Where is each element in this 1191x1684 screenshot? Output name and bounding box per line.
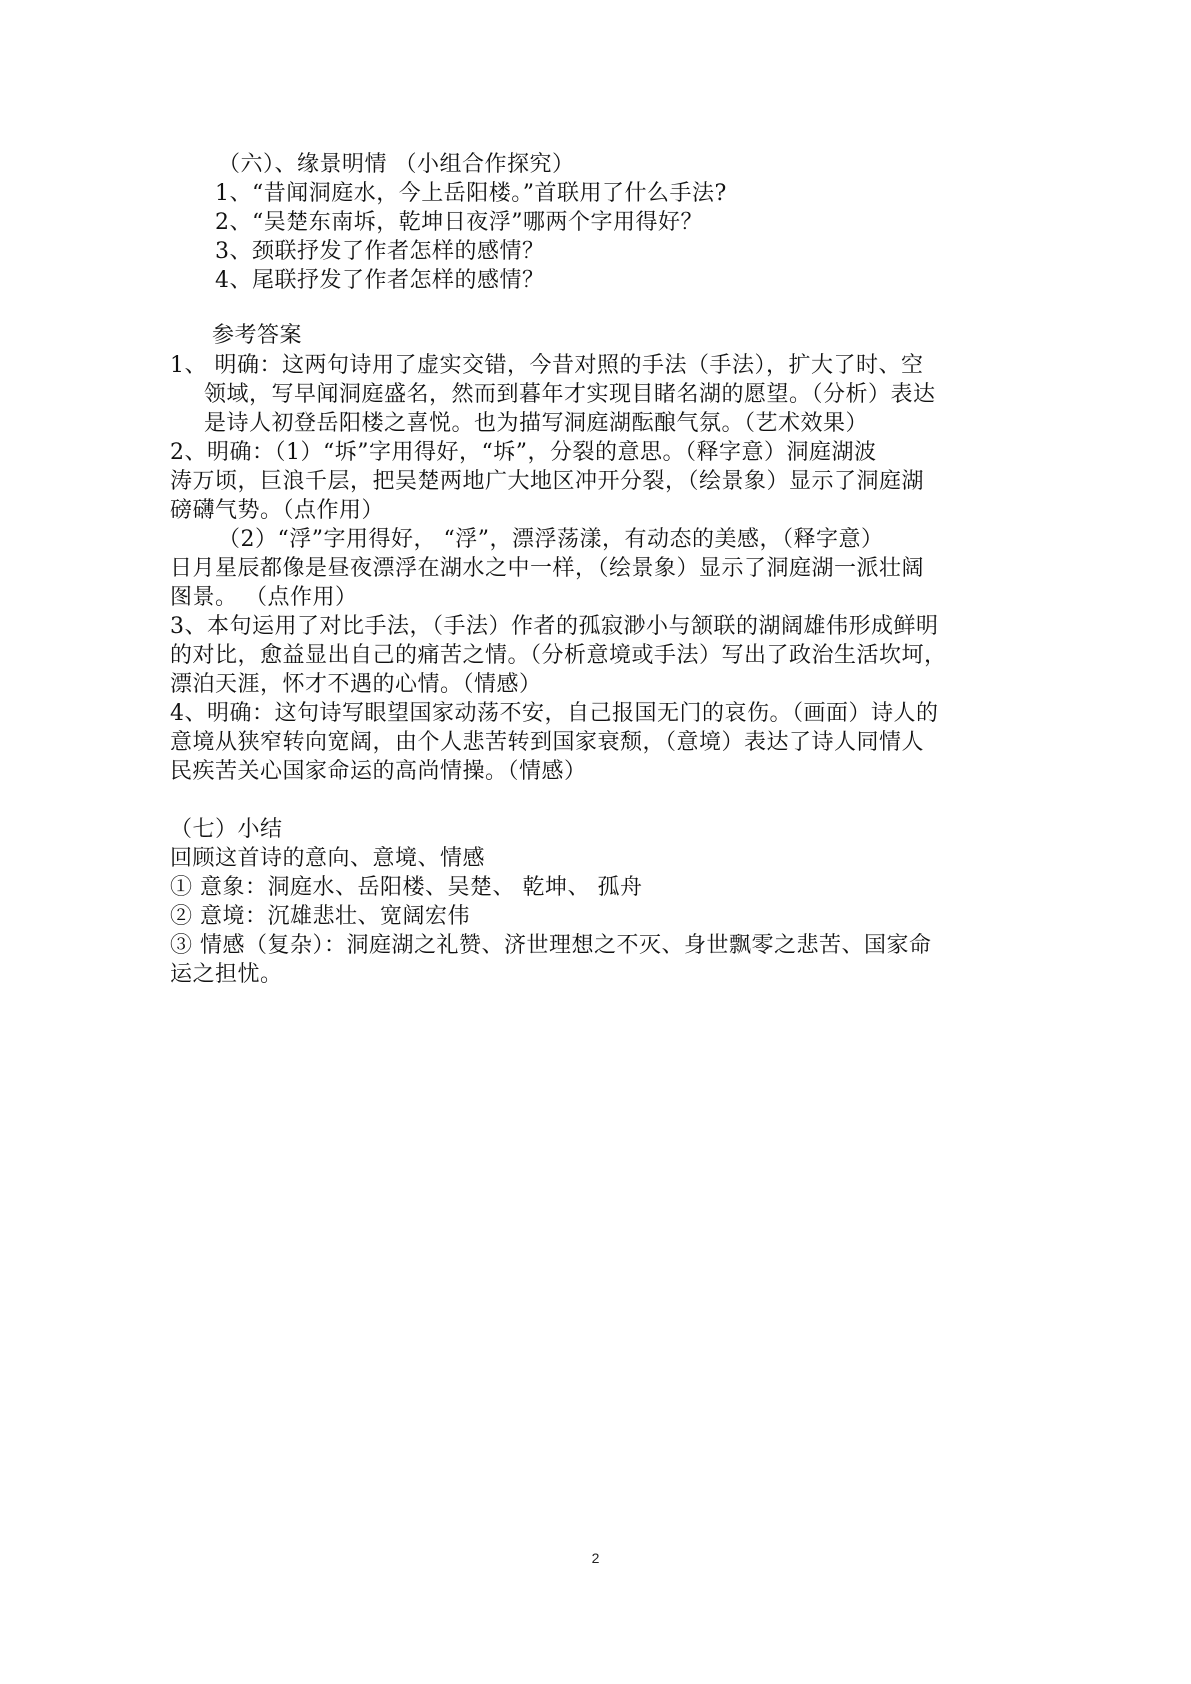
answer-3-line-2: 的对比，愈益显出自己的痛苦之情。（分析意境或手法）写出了政治生活坎坷， <box>170 643 947 668</box>
answer-1-line-2: 领域，写早闻洞庭盛名，然而到暮年才实现目睹名湖的愿望。（分析）表达 <box>204 382 936 407</box>
summary-emotion-line-1: ③ 情感（复杂）：洞庭湖之礼赞、济世理想之不灭、身世飘零之悲苦、国家命 <box>170 933 932 958</box>
section-7-heading: （七）小结 <box>170 817 283 842</box>
answer-4-line-2: 意境从狭窄转向宽阔，由个人悲苦转到国家衰颓，（意境）表达了诗人同情人 <box>170 730 925 755</box>
answer-3-line-3: 漂泊天涯，怀才不遇的心情。（情感） <box>170 672 542 697</box>
summary-emotion-line-2: 运之担忧。 <box>170 962 283 987</box>
answer-1-line-3: 是诗人初登岳阳楼之喜悦。也为描写洞庭湖酝酿气氛。（艺术效果） <box>204 411 869 436</box>
summary-intro: 回顾这首诗的意向、意境、情感 <box>170 846 486 871</box>
answer-4-line-3: 民疾苦关心国家命运的高尚情操。（情感） <box>170 759 587 784</box>
question-1: 1、“昔闻洞庭水，今上岳阳楼。”首联用了什么手法? <box>215 181 727 206</box>
question-2: 2、“吴楚东南坼，乾坤日夜浮”哪两个字用得好？ <box>215 210 703 235</box>
answer-2-line-6: 图景。 （点作用） <box>170 585 358 610</box>
answer-1-line-1: 1、 明确：这两句诗用了虚实交错，今昔对照的手法（手法），扩大了时、空 <box>170 353 924 378</box>
answer-2-line-5: 日月星辰都像是昼夜漂浮在湖水之中一样，（绘景象）显示了洞庭湖一派壮阔 <box>170 556 925 581</box>
answer-2-line-4: （2）“浮”字用得好， “浮”，漂浮荡漾，有动态的美感，（释字意） <box>218 527 884 552</box>
answer-4-line-1: 4、明确：这句诗写眼望国家动荡不安，自己报国无门的哀伤。（画面）诗人的 <box>170 701 939 726</box>
summary-mood: ② 意境：沉雄悲壮、宽阔宏伟 <box>170 904 470 929</box>
section-6-heading: （六）、缘景明情 （小组合作探究） <box>218 152 575 177</box>
question-3: 3、颈联抒发了作者怎样的感情？ <box>215 239 545 264</box>
summary-imagery: ① 意象：洞庭水、岳阳楼、吴楚、 乾坤、 孤舟 <box>170 875 643 900</box>
answer-3-line-1: 3、本句运用了对比手法，（手法）作者的孤寂渺小与颔联的湖阔雄伟形成鲜明 <box>170 614 939 639</box>
answers-heading: 参考答案 <box>212 323 303 348</box>
answer-2-line-2: 涛万顷，巨浪千层，把吴楚两地广大地区冲开分裂，（绘景象）显示了洞庭湖 <box>170 469 925 494</box>
answer-2-line-3: 磅礴气势。（点作用） <box>170 498 385 523</box>
answer-2-line-1: 2、明确：（1）“坼”字用得好，“坼”，分裂的意思。（释字意）洞庭湖波 <box>170 440 877 465</box>
question-4: 4、尾联抒发了作者怎样的感情？ <box>215 268 545 293</box>
page-number: 2 <box>591 1550 600 1566</box>
